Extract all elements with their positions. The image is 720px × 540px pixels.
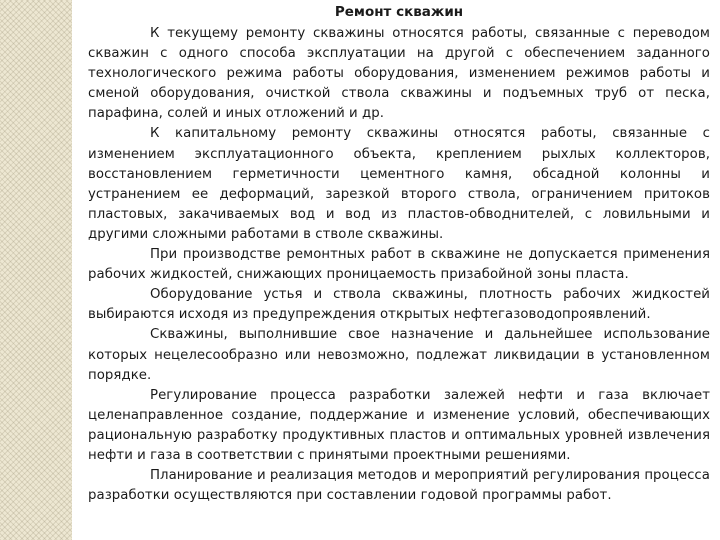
document-body [88, 2, 710, 506]
paragraph-current-repair: К текущему ремонту скважины относятся работы, связанные с переводом скважин с одного способа эксплуатации на другой с обеспечением заданного технологического режима работы оборудования, изменением режимов работы и сменой оборудования, очисткой ствола скважины и подъемных труб от песка, парафина, солей и иных отложений и др. [88, 26, 710, 122]
paragraph-planning: Планирование и реализация методов и мероприятий регулирования процесса разработки осуществляются при составлении годовой программы работ. [88, 468, 710, 504]
paragraph-development-regulation: Регулирование процесса разработки залежей нефти и газа включает целенаправленное создание, поддержание и изменение условий, обеспечивающих рациональную разработку продуктивных пластов и оптимальных уровней извлечения нефти и газа в соответствии с принятыми проектными решениями. [88, 387, 710, 463]
paragraph-capital-repair: К капитальному ремонту скважины относятся работы, связанные с изменением эксплуатационного объекта, креплением рыхлых коллекторов, восстановлением герметичности цементного камня, обсадной колонны и устранением ее деформаций, зарезкой второго ствола, ограничением притоков пластовых, закачиваемых вод и вод из пластов-обводнителей, с ловильными и другими сложными работами в стволе скважины. [88, 126, 710, 242]
decorative-side-stripe [0, 0, 72, 540]
paragraph-working-fluids: При производстве ремонтных работ в скважине не допускается применения рабочих жидкостей, снижающих проницаемость призабойной зоны пласта. [88, 247, 710, 283]
document-title: Ремонт скважин [334, 4, 464, 20]
paragraph-well-liquidation: Скважины, выполнившие свое назначение и дальнейшее использование которых нецелесообразно или невозможно, подлежат ликвидации в установленном порядке. [88, 327, 710, 383]
paragraph-wellhead-equipment: Оборудование устья и ствола скважины, плотность рабочих жидкостей выбираются исходя из предупреждения открытых нефтегазоводопроявлений. [88, 287, 710, 323]
